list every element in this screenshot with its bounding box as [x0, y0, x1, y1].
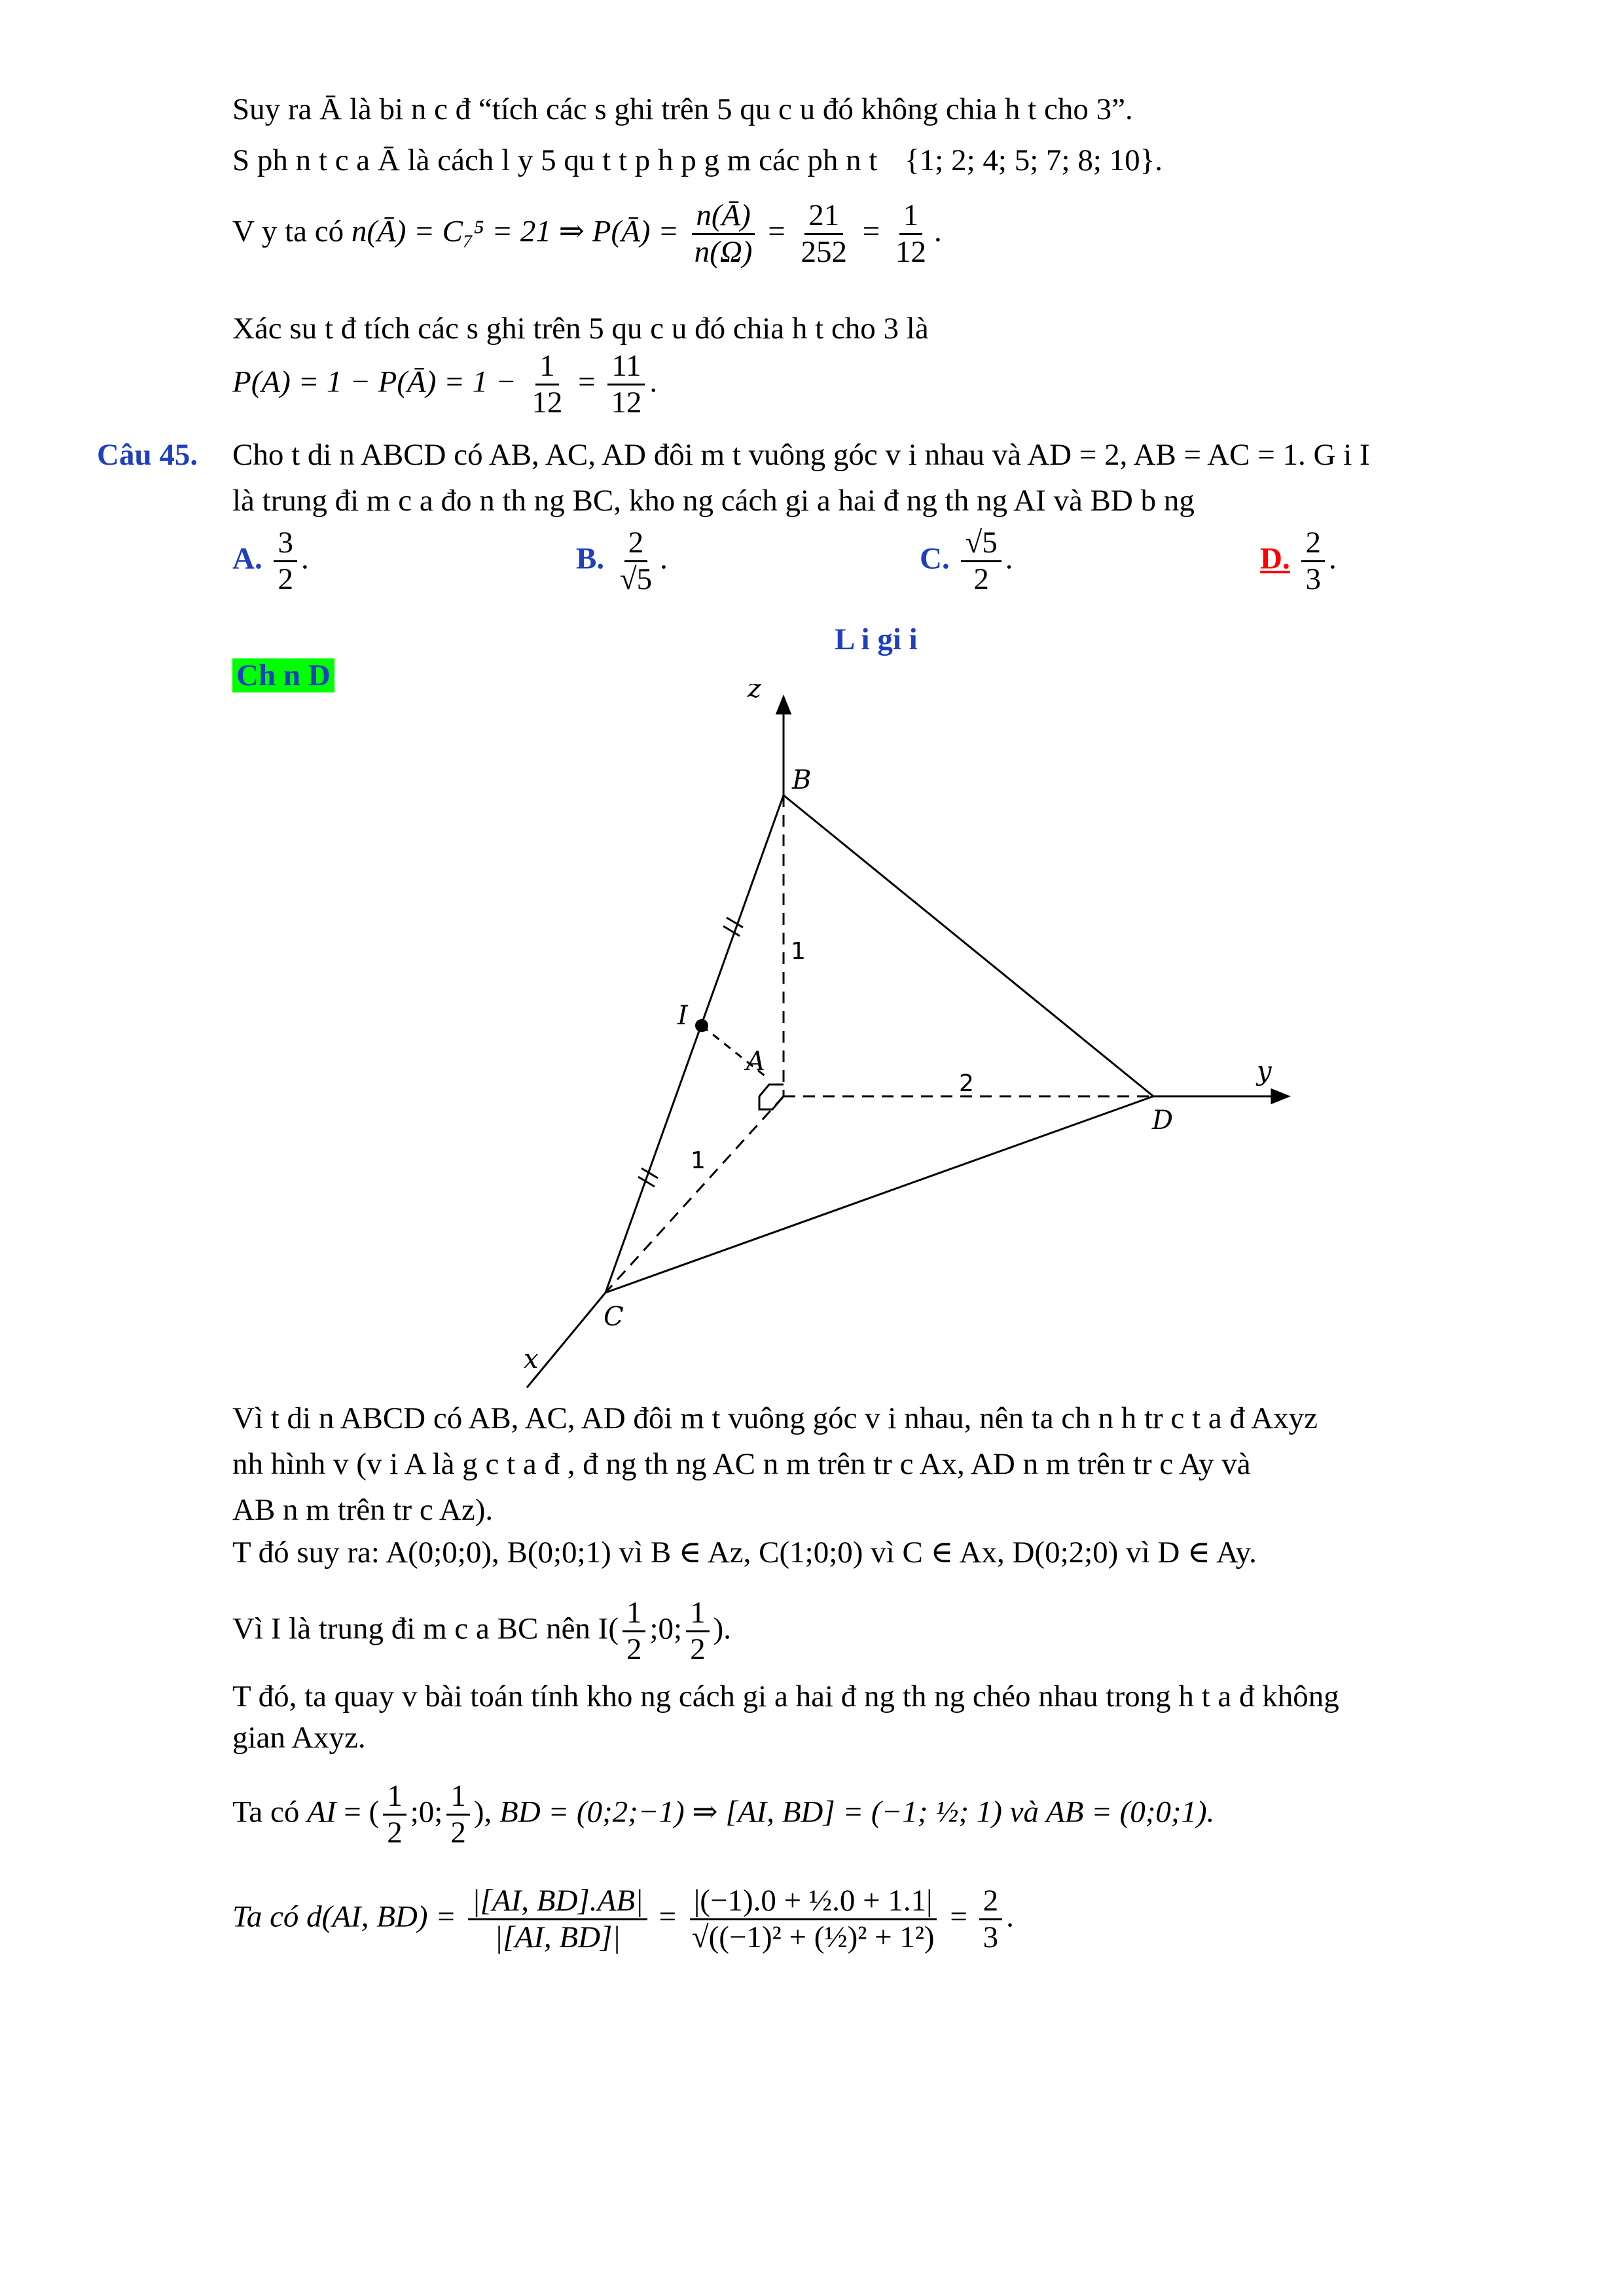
- option-d-label: D.: [1260, 541, 1290, 576]
- line-complement-event: [232, 92, 1133, 127]
- label-y: y: [1257, 1056, 1272, 1086]
- line-probability-result: P(A) = 1 − P(Ā) = 1 − $\frac{1}{12}$ = $\frac{11}{12}$ .: [232, 349, 658, 420]
- prob-fraction-3: [892, 200, 930, 269]
- ai-z-frac: [446, 1780, 470, 1850]
- edge-bd: [784, 795, 1153, 1096]
- i-x-frac: [623, 1597, 646, 1666]
- rf2-num: 11: [607, 350, 645, 386]
- frac2-den: 252: [801, 235, 847, 270]
- answer-choice: [232, 658, 334, 693]
- option-a-label: A.: [232, 541, 262, 576]
- prob-fraction: [691, 200, 757, 269]
- frac3-num: 1: [899, 200, 923, 235]
- solution-p3: AB n m trên tr c Az).: [232, 1493, 494, 1527]
- solution-p4: T đó suy ra: A(0;0;0), B(0;0;1) vì B ∈ Az, C(1;0;0) vì C ∈ Ax, D(0;2;0) vì D ∈ Ay.: [232, 1535, 1257, 1570]
- option-b-frac: [616, 527, 656, 596]
- line-probability-complement: V y ta có n(Ā) = C₇⁵ = 21 ⇒ P(Ā) = $\frac{n(Ā)}{n(\Omega)}$ = $\frac{21}{252}$ = $\frac{1}{12}$ .: [232, 198, 942, 270]
- option-a-den: 2: [278, 562, 293, 597]
- distance-result-num: 2: [979, 1885, 1003, 1920]
- ai-x-num: 1: [383, 1780, 406, 1816]
- i-z-frac: [686, 1597, 710, 1666]
- option-a-frac: [274, 527, 297, 596]
- distance-den: |[AI, BD]|: [494, 1920, 621, 1955]
- edge-cd: [605, 1096, 1153, 1293]
- option-b-label: B.: [576, 541, 605, 576]
- option-b[interactable]: B. $\frac{2}{√5}$ .: [576, 526, 668, 597]
- ai-z-den: 2: [450, 1816, 466, 1850]
- distance-num: |[AI, BD].AB|: [468, 1885, 647, 1920]
- distance-result-den: 3: [983, 1920, 999, 1955]
- label-z: z: [748, 684, 762, 704]
- option-c-label: C.: [920, 541, 950, 576]
- solution-p6: T đó, ta quay v bài toán tính kho ng cách gi a hai đ ng th ng chéo nhau trong h t a đ không: [232, 1679, 1339, 1713]
- label-a: A: [746, 1047, 765, 1077]
- solution-heading: L i gi i: [835, 622, 918, 656]
- edge-ac-dashed: [605, 1096, 784, 1293]
- tick-1a: [727, 918, 743, 927]
- edge-bc: [605, 795, 784, 1293]
- option-d-num: 2: [1301, 527, 1325, 562]
- label-c: C: [604, 1302, 624, 1332]
- option-c-den: 2: [973, 562, 989, 597]
- prob-formula: n(Ā) = C₇⁵ = 21 ⇒ P(Ā) =: [351, 214, 679, 249]
- question-text-1: Cho t di n ABCD có AB, AC, AD đôi m t vuông góc v i nhau và AD = 2, AB = AC = 1. G i I: [232, 438, 1370, 472]
- prob-frac-den: n(Ω): [694, 235, 753, 270]
- ai-z-num: 1: [446, 1780, 470, 1816]
- i-z-den: 2: [690, 1632, 706, 1667]
- ai-x-frac: [383, 1780, 406, 1850]
- midpoint-lead: Vì I là trung đi m c a BC nên I: [232, 1611, 609, 1646]
- point-i: [695, 1019, 708, 1032]
- p8-lead: Ta có: [232, 1795, 300, 1829]
- prob-statement: Xác su t đ tích các s ghi trên 5 qu c u đó chia h t cho 3 là: [232, 312, 929, 346]
- option-c-num: √5: [961, 527, 1001, 562]
- distance-result: [979, 1885, 1003, 1954]
- option-b-den: √5: [619, 562, 653, 597]
- distance-frac: [468, 1885, 647, 1954]
- option-a[interactable]: A. $\frac{3}{2}$ .: [232, 526, 309, 597]
- z-arrow: [777, 697, 790, 713]
- option-d-den: 3: [1305, 562, 1321, 597]
- line-elements-count: [232, 143, 1163, 178]
- prob-lead: V y ta có: [232, 214, 344, 249]
- question-text-2: là trung đi m c a đo n th ng BC, kho ng cách gi a hai đ ng th ng AI và BD b ng: [232, 484, 1195, 518]
- right-angle-mark-1: [759, 1085, 784, 1096]
- prob-frac-num: n(Ā): [692, 200, 755, 235]
- label-b: B: [792, 765, 812, 795]
- prob-result-formula: P(A) = 1 − P(Ā) = 1 −: [232, 365, 516, 399]
- rf1-num: 1: [535, 350, 559, 386]
- distance-lead: Ta có d(AI, BD) =: [232, 1899, 456, 1934]
- solution-p9: Ta có d(AI, BD) = $\frac{|[AI, BD].AB|}{|[AI, BD]|}$ = $\frac{\text{|(−1).0 + ½.0 + 1.1|}}{\text{√((−1)² + (½)² + 1²)}}$ = $\frac{2}{3}$ .: [232, 1884, 1014, 1955]
- rf1-den: 12: [532, 386, 563, 420]
- solution-p8: Ta có AI = ( $\frac{1}{2}$ ;0; $\frac{1}{2}$ ), BD = (0;2;−1) ⇒ [AI, BD] = (−1; ½; 1) và AB = (0;0;1).: [232, 1779, 1215, 1850]
- length-ab: 1: [791, 938, 806, 965]
- label-i: I: [677, 1001, 688, 1031]
- option-c[interactable]: C. $\frac{√5}{2}$ .: [920, 526, 1013, 597]
- solution-p1: Vì t di n ABCD có AB, AC, AD đôi m t vuông góc v i nhau, nên ta ch n h tr c t a đ Axyz: [232, 1401, 1318, 1435]
- x-axis: [527, 1293, 605, 1388]
- distance-computed-den: √((−1)² + (½)² + 1²): [691, 1920, 935, 1955]
- option-c-frac: [961, 527, 1001, 596]
- i-x-num: 1: [623, 1597, 646, 1632]
- answer-highlight: Ch n D: [232, 658, 334, 692]
- tetrahedron-figure: [458, 684, 1309, 1397]
- length-ac: 1: [691, 1147, 706, 1174]
- i-z-num: 1: [686, 1597, 710, 1632]
- right-angle-mark-2: [759, 1096, 784, 1109]
- distance-computed: [688, 1885, 939, 1954]
- length-ad: 2: [959, 1070, 974, 1097]
- elements-set: {1; 2; 4; 5; 7; 8; 10}.: [905, 143, 1163, 177]
- result-frac-1: [528, 350, 566, 420]
- option-d-frac: [1301, 527, 1325, 596]
- line-probability-statement: [232, 311, 929, 346]
- ai-x-den: 2: [387, 1816, 403, 1850]
- prob-fraction-2: [797, 200, 851, 269]
- tick-1b: [723, 926, 740, 936]
- solution-p7: gian Axyz.: [232, 1721, 366, 1755]
- question-number: Câu 45.: [97, 438, 198, 472]
- distance-computed-num: |(−1).0 + ½.0 + 1.1|: [690, 1885, 937, 1920]
- label-d: D: [1152, 1105, 1174, 1136]
- option-d[interactable]: D. $\frac{2}{3}$ .: [1260, 526, 1337, 597]
- solution-p5: Vì I là trung đi m c a BC nên I( $\frac{1}{2}$ ;0; $\frac{1}{2}$ ).: [232, 1596, 732, 1667]
- rf2-den: 12: [611, 386, 642, 420]
- frac3-den: 12: [895, 235, 926, 270]
- frac2-num: 21: [804, 200, 843, 235]
- i-x-den: 2: [626, 1632, 642, 1667]
- label-x: x: [524, 1344, 539, 1374]
- solution-p2: nh hình v (v i A là g c t a đ , đ ng th ng AC n m trên tr c Ax, AD n m trên tr c Ay và: [232, 1447, 1251, 1481]
- option-b-num: 2: [624, 527, 648, 562]
- complement-event-text: Suy ra Ā là bi n c đ “tích các s ghi trên 5 qu c u đó không chia h t cho 3”.: [232, 92, 1133, 126]
- option-a-num: 3: [274, 527, 297, 562]
- elements-text: S ph n t c a Ā là cách l y 5 qu t t p h p g m các ph n t: [232, 143, 878, 177]
- p8-rest: BD = (0;2;−1) ⇒ [AI, BD] = (−1; ½; 1) và AB = (0;0;1).: [499, 1795, 1215, 1829]
- y-arrow: [1272, 1090, 1288, 1103]
- result-frac-2: [607, 350, 645, 420]
